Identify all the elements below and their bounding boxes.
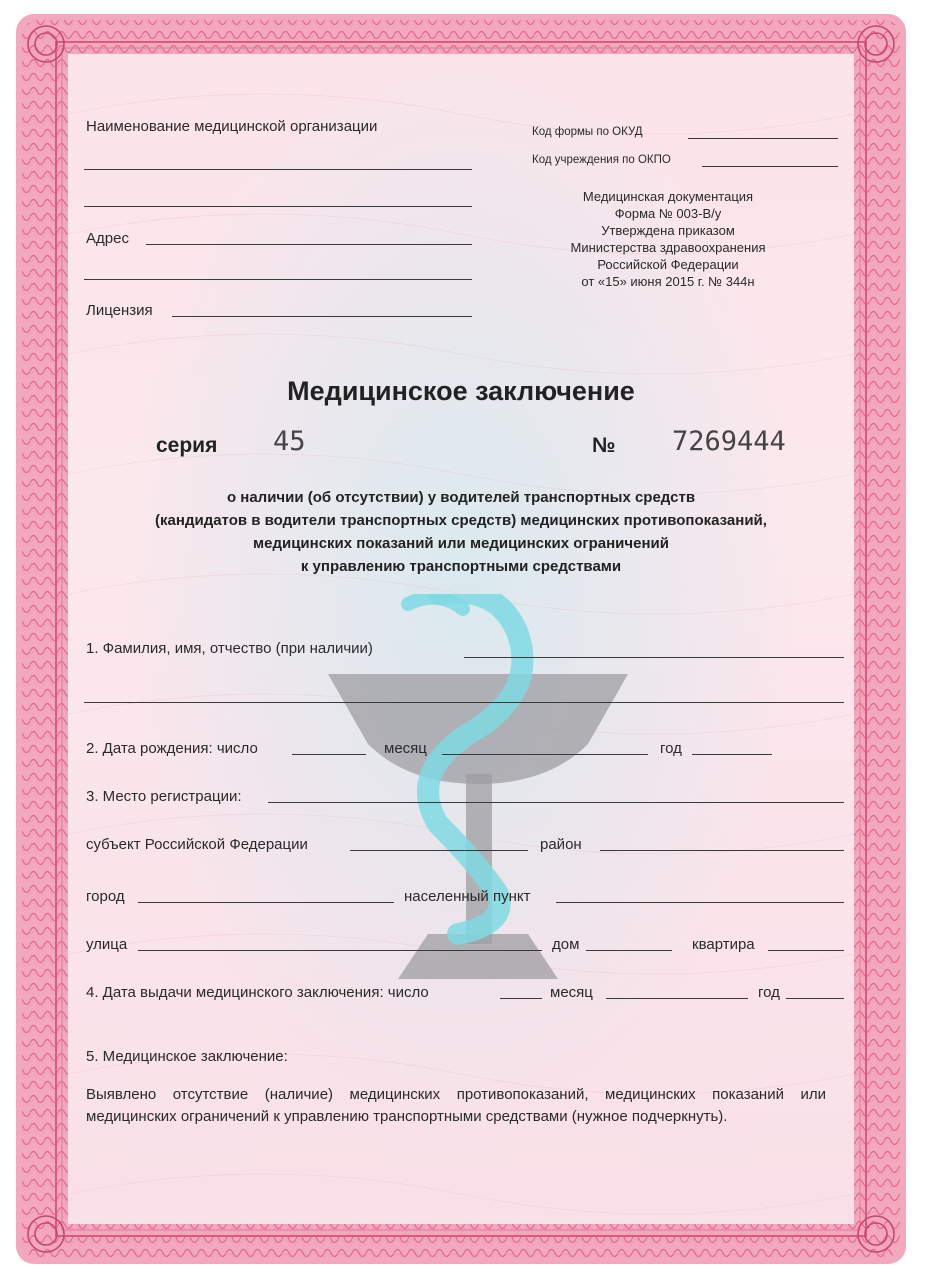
- series-label: серия: [156, 434, 218, 457]
- birth-year-label: год: [660, 740, 682, 757]
- okpo-line[interactable]: [702, 166, 838, 167]
- birth-day-line[interactable]: [292, 754, 366, 755]
- locality-label: населенный пункт: [404, 888, 531, 905]
- house-line[interactable]: [586, 950, 672, 951]
- fio-label: 1. Фамилия, имя, отчество (при наличии): [86, 640, 373, 657]
- form-sheet: [16, 14, 906, 1264]
- org-name-line-1[interactable]: [84, 169, 472, 170]
- fio-line-2[interactable]: [84, 702, 844, 703]
- subject-line[interactable]: [350, 850, 528, 851]
- subtitle-line: к управлению транспортными средствами: [300, 558, 622, 575]
- doc-line: от «15» июня 2015 г. № 344н: [581, 274, 755, 289]
- issue-day-label: 4. Дата выдачи медицинского заключения: число: [86, 984, 429, 1001]
- district-line[interactable]: [600, 850, 844, 851]
- city-line[interactable]: [138, 902, 394, 903]
- license-label: Лицензия: [86, 302, 153, 319]
- subject-label: субъект Российской Федерации: [86, 836, 308, 853]
- conclusion-text: Выявлено отсутствие (наличие) медицинских противопоказаний, медицинских показаний или медицинских ограничений к управлению транспортными средствами (нужное подчеркнуть).: [86, 1086, 826, 1125]
- house-label: дом: [552, 936, 580, 953]
- issue-year-label: год: [758, 984, 780, 1001]
- issue-month-line[interactable]: [606, 998, 748, 999]
- form-approval-block: [538, 188, 798, 290]
- street-label: улица: [86, 936, 128, 953]
- doc-line: Форма № 003-В/у: [614, 206, 722, 221]
- okpo-label: Код учреждения по ОКПО: [532, 154, 671, 166]
- series-value: 45: [273, 426, 306, 457]
- address-line-2[interactable]: [84, 279, 472, 280]
- org-name-label: Наименование медицинской организации: [86, 118, 378, 135]
- address-line-1[interactable]: [146, 244, 472, 245]
- district-label: район: [540, 836, 582, 853]
- birth-day-label: 2. Дата рождения: число: [86, 740, 258, 757]
- number-label: №: [592, 434, 616, 457]
- issue-day-line[interactable]: [500, 998, 542, 999]
- subtitle-line: о наличии (об отсутствии) у водителей транспортных средств: [226, 489, 696, 506]
- issue-month-label: месяц: [550, 984, 593, 1001]
- registration-label: 3. Место регистрации:: [86, 788, 242, 805]
- document-title: Медицинское заключение: [287, 376, 635, 406]
- number-value: 7269444: [672, 426, 786, 457]
- doc-line: Министерства здравоохранения: [570, 240, 766, 255]
- form-paper: [68, 54, 854, 1224]
- doc-line: Медицинская документация: [582, 189, 754, 204]
- apartment-line[interactable]: [768, 950, 844, 951]
- birth-month-line[interactable]: [442, 754, 648, 755]
- document-subtitle: [68, 486, 854, 578]
- address-label: Адрес: [86, 230, 129, 247]
- birth-month-label: месяц: [384, 740, 427, 757]
- conclusion-label: 5. Медицинское заключение:: [86, 1048, 288, 1065]
- org-name-line-2[interactable]: [84, 206, 472, 207]
- apartment-label: квартира: [692, 936, 755, 953]
- subtitle-line: медицинских показаний или медицинских ограничений: [253, 535, 669, 552]
- okud-label: Код формы по ОКУД: [532, 126, 643, 138]
- fio-line-1[interactable]: [464, 657, 844, 658]
- license-line[interactable]: [172, 316, 472, 317]
- birth-year-line[interactable]: [692, 754, 772, 755]
- doc-line: Российской Федерации: [597, 257, 739, 272]
- okud-line[interactable]: [688, 138, 838, 139]
- issue-year-line[interactable]: [786, 998, 844, 999]
- registration-line[interactable]: [268, 802, 844, 803]
- city-label: город: [86, 888, 125, 905]
- locality-line[interactable]: [556, 902, 844, 903]
- doc-line: Утверждена приказом: [601, 223, 735, 238]
- subtitle-line: (кандидатов в водители транспортных средств) медицинских противопоказаний,: [155, 512, 767, 529]
- street-line[interactable]: [138, 950, 542, 951]
